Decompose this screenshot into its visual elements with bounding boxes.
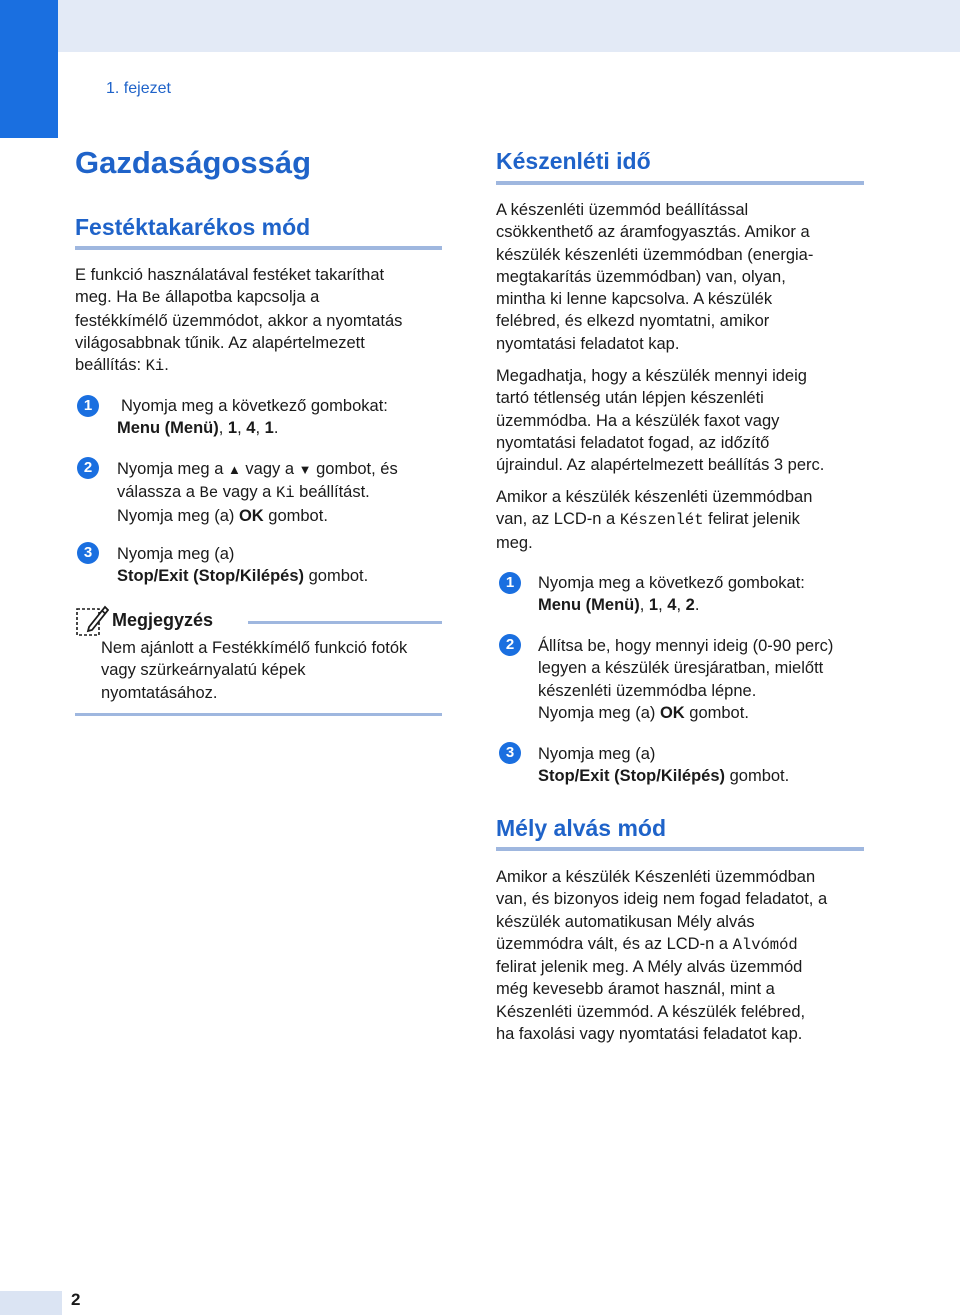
down-arrow-icon: ▼ bbox=[298, 462, 312, 477]
right-step-1: Nyomja meg a következő gombokat: Menu (Menü), 1, 4, 2. bbox=[538, 574, 805, 615]
standby-paragraph-1: A készenléti üzemmód beállítással csökkenthető az áramfogyasztás. Amikor a készülék készenléti üzemmódban (energia- megtakarítás üzemmódban) van, olyan, mintha ki lenne kapcsolva. A készülék felébred, és elkezd nyomtatni, amikor nyomtatási feladatot kap. bbox=[496, 201, 814, 353]
header-band bbox=[0, 0, 960, 52]
note-heading: Megjegyzés bbox=[112, 610, 214, 630]
section-rule bbox=[75, 246, 442, 250]
section-heading-standby: Készenléti idő bbox=[496, 148, 651, 174]
note-text: Nem ajánlott a Festékkímélő funkció fotók vagy szürkeárnyalatú képek nyomtatásához. bbox=[101, 639, 408, 702]
page-number-band bbox=[0, 1291, 62, 1315]
deep-sleep-paragraph: Amikor a készülék Készenléti üzemmódban van, és bizonyos ideig nem fogad feladatot, a készülék automatikusan Mély alvás üzemmódra vált, és az LCD-n a Alvómód felirat jelenik meg. A Mély alvás üzemmód még kevesebb áramot használ, mint a Készenléti üzemmód. A készülék felébred, ha faxolási vagy nyomtatási feladatot kap. bbox=[496, 868, 828, 1044]
right-step-3: Nyomja meg (a) Stop/Exit (Stop/Kilépés) gombot. bbox=[538, 745, 790, 786]
section-heading-deep-sleep: Mély alvás mód bbox=[496, 815, 667, 841]
toner-intro: E funkció használatával festéket takaríthat meg. Ha Be állapotba kapcsolja a festékkímélő üzemmódot, akkor a nyomtatás világosabbnak tűnik. Az alapértelmezett beállítás: Ki. bbox=[75, 266, 403, 376]
page-title: Gazdaságosság bbox=[75, 145, 312, 180]
standby-paragraph-3: Amikor a készülék készenléti üzemmódban van, az LCD-n a Készenlét felirat jelenik meg. bbox=[496, 488, 813, 552]
chapter-label: 1. fejezet bbox=[106, 80, 171, 97]
up-arrow-icon: ▲ bbox=[227, 462, 241, 477]
note-rule bbox=[248, 621, 442, 624]
right-step-2: Állítsa be, hogy mennyi ideig (0-90 perc) legyen a készülék üresjáratban, mielőtt készenléti üzemmódba lépne. Nyomja meg (a) OK gombot. bbox=[538, 637, 834, 722]
chapter-tab bbox=[0, 0, 58, 138]
step-1-badge: 1 bbox=[499, 572, 521, 594]
step-3-badge: 3 bbox=[499, 742, 521, 764]
left-step-3: Nyomja meg (a) Stop/Exit (Stop/Kilépés) gombot. bbox=[117, 545, 369, 586]
page-number: 2 bbox=[71, 1290, 81, 1309]
section-rule bbox=[496, 181, 864, 185]
section-heading-toner-save: Festéktakarékos mód bbox=[75, 214, 311, 240]
note-pencil-icon bbox=[75, 603, 109, 637]
step-2-badge: 2 bbox=[77, 457, 99, 479]
step-3-badge: 3 bbox=[77, 542, 99, 564]
note-rule-bottom bbox=[75, 713, 442, 716]
left-step-1: Nyomja meg a következő gombokat: Menu (Menü), 1, 4, 1. bbox=[117, 397, 388, 438]
left-step-2: Nyomja meg a ▲ vagy a ▼ gombot, és válassza a Be vagy a Ki beállítást. Nyomja meg (a) OK gombot. bbox=[117, 460, 398, 525]
step-1-badge: 1 bbox=[77, 395, 99, 417]
step-2-badge: 2 bbox=[499, 634, 521, 656]
standby-paragraph-2: Megadhatja, hogy a készülék mennyi ideig tartó tétlenség után lépjen készenléti üzemmódba. Ha a készülék faxot vagy nyomtatási feladatot fogad, az időzítő újraindul. Az alapértelmezett beállítás 3 perc. bbox=[496, 367, 825, 475]
section-rule bbox=[496, 847, 864, 851]
